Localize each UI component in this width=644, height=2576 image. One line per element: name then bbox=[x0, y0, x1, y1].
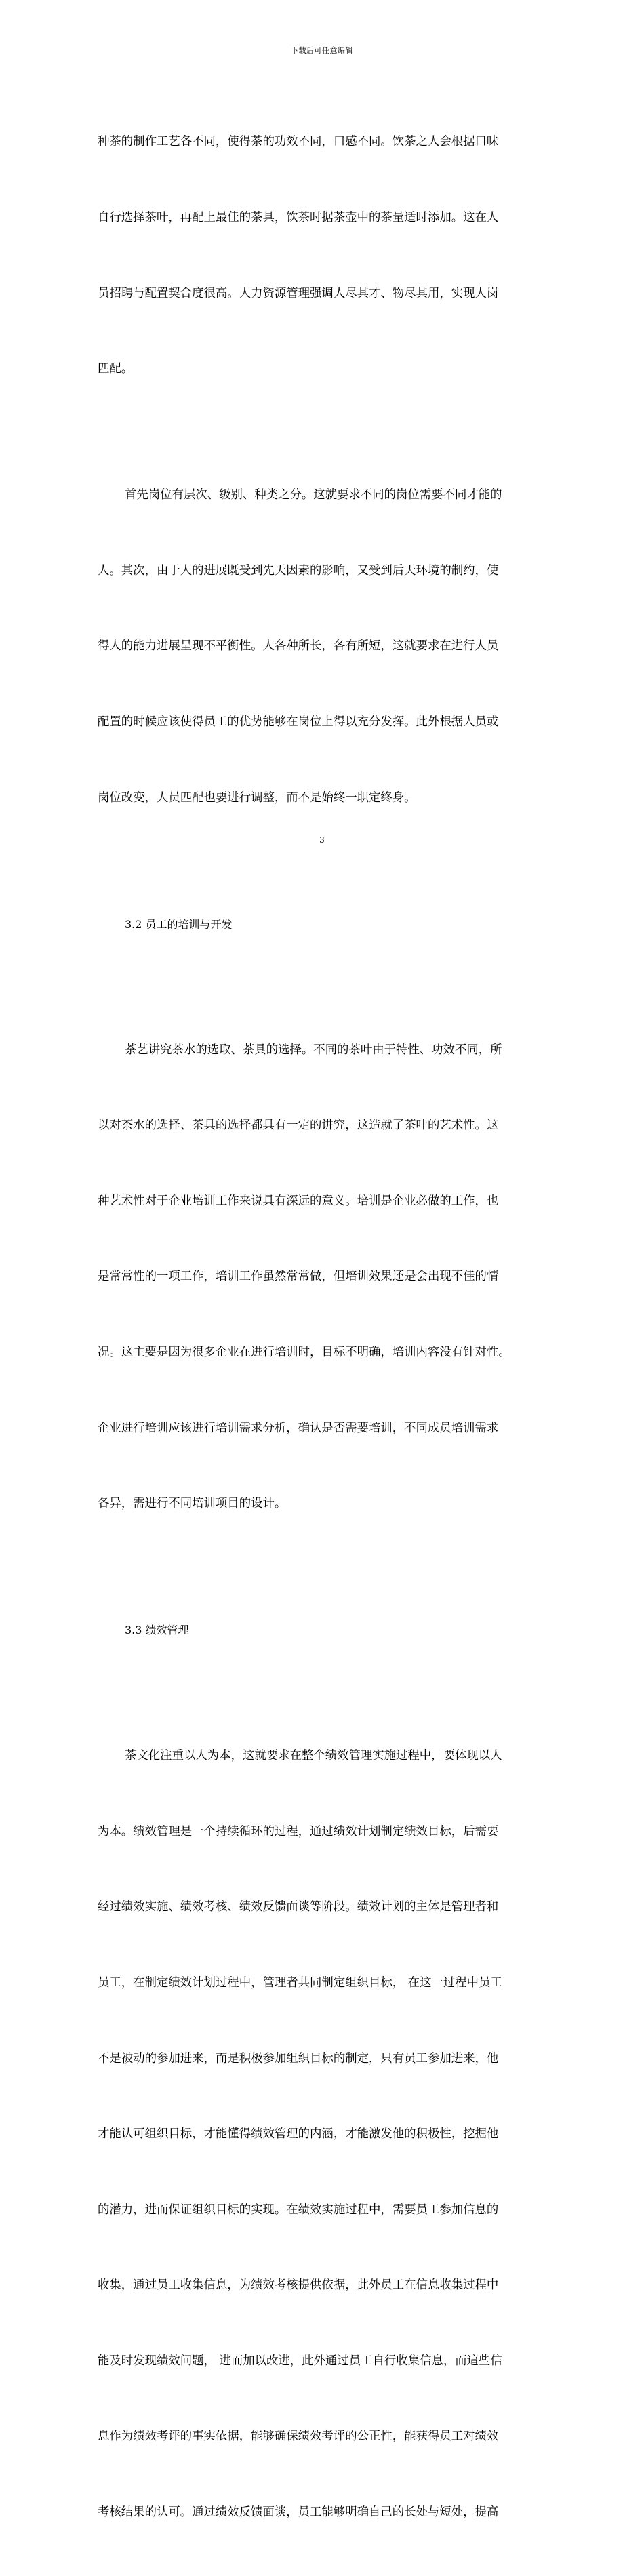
text-line: 能及时发现绩效问题， 进而加以改进，此外通过员工自行收集信息，而這些信 bbox=[98, 2354, 502, 2368]
paragraph-tea-craft bbox=[98, 79, 546, 432]
text-line: 况。这主要是因为很多企业在进行培训时，目标不明确，培训内容没有针对性。 bbox=[98, 1345, 510, 1359]
text-line: 种茶的制作工艺各不同，使得茶的功效不同，口感不同。饮茶之人会根据口味 bbox=[98, 135, 499, 149]
text-line: 才能认可组织目标，才能懂得绩效管理的内涵，才能激发他的积极性，挖掘他 bbox=[98, 2127, 499, 2141]
text-line: 茶艺讲究茶水的选取、茶具的选择。不同的茶叶由于特性、功效不同，所 bbox=[125, 1043, 502, 1057]
page-number: 3 bbox=[319, 835, 325, 845]
text-line: 茶文化注重以人为本，这就要求在整个绩效管理实施过程中，要体现以人 bbox=[125, 1749, 502, 1763]
text-line: 不是被动的参加进来，而是积极参加组织目标的制定，只有员工参加进来，他 bbox=[98, 2051, 499, 2066]
text-line: 自行选择茶叶，再配上最佳的茶具，饮茶时据茶壶中的茶量适时添加。这在人 bbox=[98, 211, 499, 224]
text-line: 员招聘与配置契合度很高。人力资源管理强调人尽其才、物尽其用，实现人岗 bbox=[98, 286, 499, 300]
text-line: 配置的时候应该使得员工的优势能够在岗位上得以充分发挥。此外根据人员或 bbox=[98, 715, 499, 729]
text-line: 各异，需进行不同培训项目的设计。 bbox=[98, 1497, 287, 1511]
text-line: 人。其次，由于人的进展既受到先天因素的影响，又受到后天环境的制约，使 bbox=[98, 563, 499, 578]
text-line: 岗位改变，人员匹配也要进行调整，而不是始终一职定终身。 bbox=[98, 790, 416, 805]
section-heading: 3.2 员工的培训与开发 bbox=[125, 917, 233, 931]
text-line: 员工，在制定绩效计划过程中，管理者共同制定组织目标， 在这一过程中员工 bbox=[98, 1975, 502, 1990]
page-header: 下载后可任意编辑 bbox=[291, 46, 353, 55]
document-body bbox=[98, 79, 546, 2576]
text-line: 种艺术性对于企业培训工作来说具有深远的意义。培训是企业必做的工作，也 bbox=[98, 1194, 499, 1208]
paragraph-performance bbox=[98, 1693, 546, 2576]
paragraph-job-matching bbox=[98, 432, 546, 861]
text-line: 得人的能力进展呈现不平衡性。人各种所长，各有所短，这就要求在进行人员 bbox=[98, 639, 499, 653]
text-line: 为本。绩效管理是一个持续循环的过程，通过绩效计划制定绩效目标，后需要 bbox=[98, 1824, 499, 1838]
paragraph-training bbox=[98, 987, 546, 1567]
section-heading-3-3 bbox=[98, 1567, 546, 1693]
text-line: 以对茶水的选择、茶具的选择都具有一定的讲究，这造就了茶叶的艺术性。这 bbox=[98, 1119, 499, 1133]
section-heading: 3.3 绩效管理 bbox=[125, 1624, 189, 1637]
text-line: 的潜力，进而保证组织目标的实现。在绩效实施过程中，需要员工参加信息的 bbox=[98, 2202, 499, 2217]
text-line: 息作为绩效考评的事实依据，能够确保绩效考评的公正性，能获得员工对绩效 bbox=[98, 2430, 499, 2444]
section-heading-3-2 bbox=[98, 861, 546, 987]
text-line: 匹配。 bbox=[98, 362, 134, 376]
text-line: 经过绩效实施、绩效考核、绩效反馈面谈等阶段。绩效计划的主体是管理者和 bbox=[98, 1900, 499, 1914]
text-line: 考核结果的认可。通过绩效反馈面谈，员工能够明确自己的长处与短处，提高 bbox=[98, 2505, 499, 2520]
text-line: 收集，通过员工收集信息，为绩效考核提供依据，此外员工在信息收集过程中 bbox=[98, 2278, 499, 2293]
text-line: 是常常性的一项工作，培训工作虽然常常做，但培训效果还是会出现不佳的情 bbox=[98, 1270, 499, 1284]
text-line: 首先岗位有层次、级别、种类之分。这就要求不同的岗位需要不同才能的 bbox=[125, 488, 502, 502]
text-line: 企业进行培训应该进行培训需求分析，确认是否需要培训，不同成员培训需求 bbox=[98, 1421, 499, 1435]
